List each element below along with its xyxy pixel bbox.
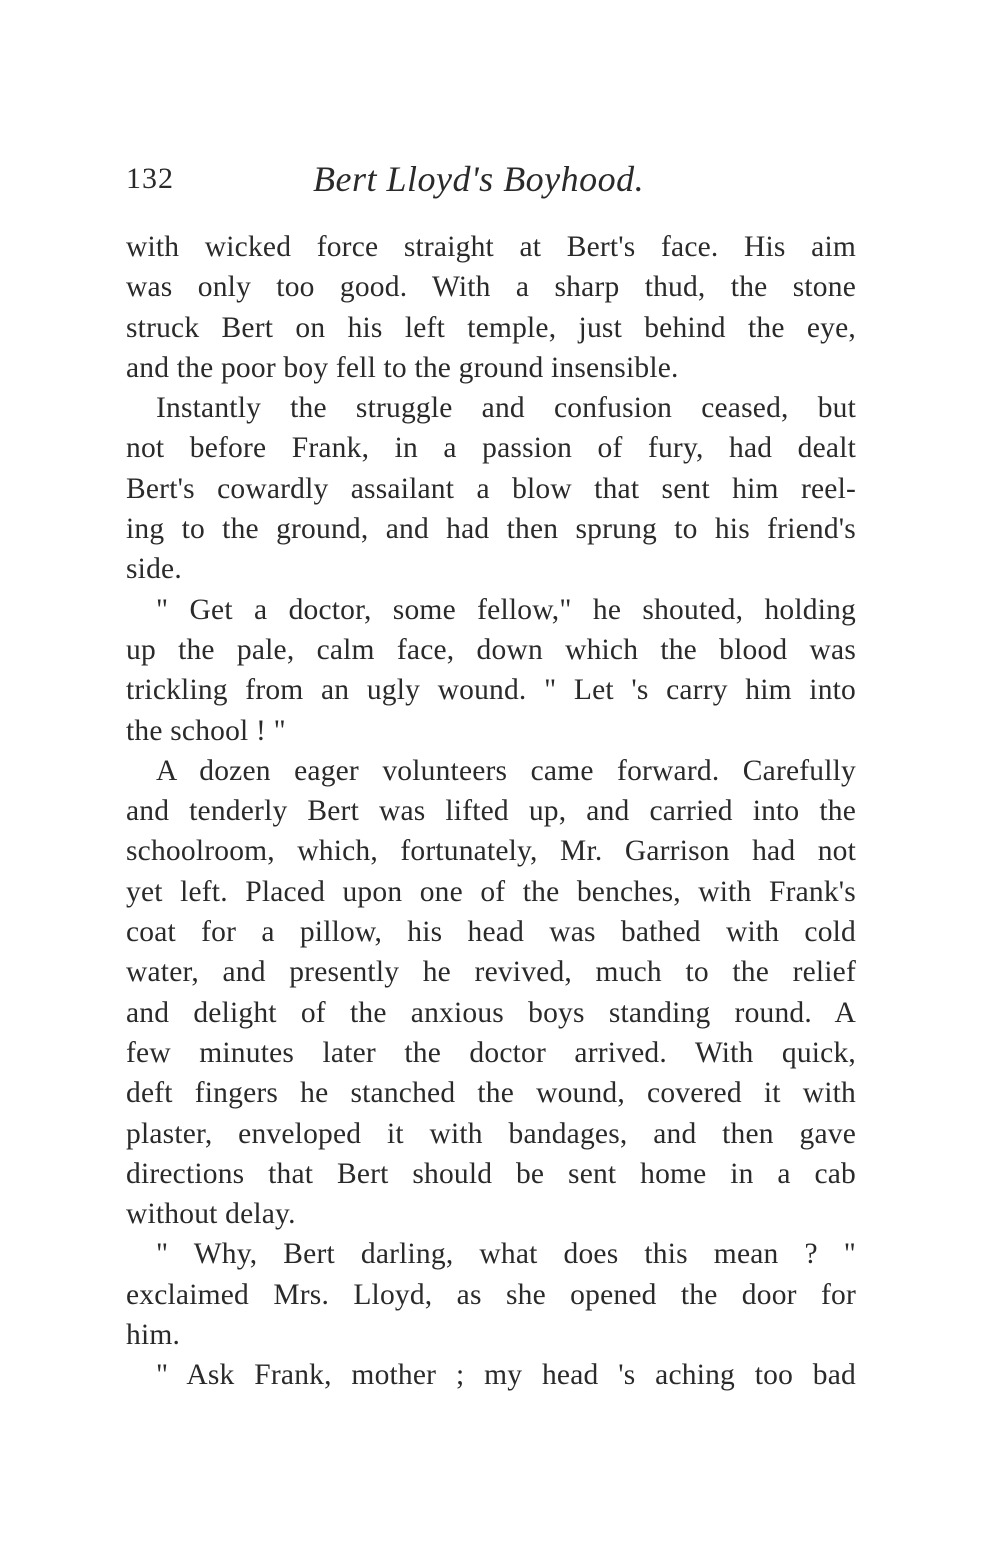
paragraph-first-line: " Get a doctor, some fellow," he shouted, holding [156,593,856,626]
running-head [126,158,856,208]
text-line: few minutes later the doctor arrived. With quick, [126,1036,856,1069]
text-line: deft fingers he stanched the wound, covered it with [126,1077,856,1110]
body-text [126,227,856,1396]
text-line: up the pale, calm face, down which the blood was [126,633,856,666]
paragraph-first-line: A dozen eager volunteers came forward. Carefully [156,754,856,787]
text-line: the school ! " [126,714,286,747]
text-line: trickling from an ugly wound. " Let 's carry him into [126,674,856,707]
text-line: ing to the ground, and had then sprung to his friend's [126,513,856,546]
paragraph-first-line: " Why, Bert darling, what does this mean ? " [156,1238,856,1271]
text-line: and the poor boy fell to the ground insensible. [126,351,679,384]
text-line: exclaimed Mrs. Lloyd, as she opened the door for [126,1278,856,1311]
running-title: Bert Lloyd's Boyhood. [313,159,645,199]
text-line: water, and presently he revived, much to the relief [126,956,856,989]
text-line: not before Frank, in a passion of fury, had dealt [126,432,856,465]
text-line: plaster, enveloped it with bandages, and then gave [126,1117,856,1150]
text-line: schoolroom, which, fortunately, Mr. Garrison had not [126,835,856,868]
paragraph-first-line: " Ask Frank, mother ; my head 's aching too bad [156,1359,856,1392]
text-line: and tenderly Bert was lifted up, and carried into the [126,795,856,828]
text-line: struck Bert on his left temple, just behind the eye, [126,311,856,344]
page-number: 132 [126,162,174,195]
text-line: Bert's cowardly assailant a blow that sent him reel- [126,472,856,505]
text-line: him. [126,1319,181,1352]
text-line: and delight of the anxious boys standing round. A [126,996,856,1029]
text-line: without delay. [126,1198,296,1231]
text-line: yet left. Placed upon one of the benches, with Frank's [126,875,856,908]
text-line: with wicked force straight at Bert's face. His aim [126,231,856,263]
text-line: was only too good. With a sharp thud, the stone [126,271,856,304]
text-line: coat for a pillow, his head was bathed with cold [126,916,856,949]
text-line: directions that Bert should be sent home in a cab [126,1157,856,1190]
paragraph-first-line: Instantly the struggle and confusion ceased, but [156,392,856,425]
text-line: side. [126,553,182,586]
